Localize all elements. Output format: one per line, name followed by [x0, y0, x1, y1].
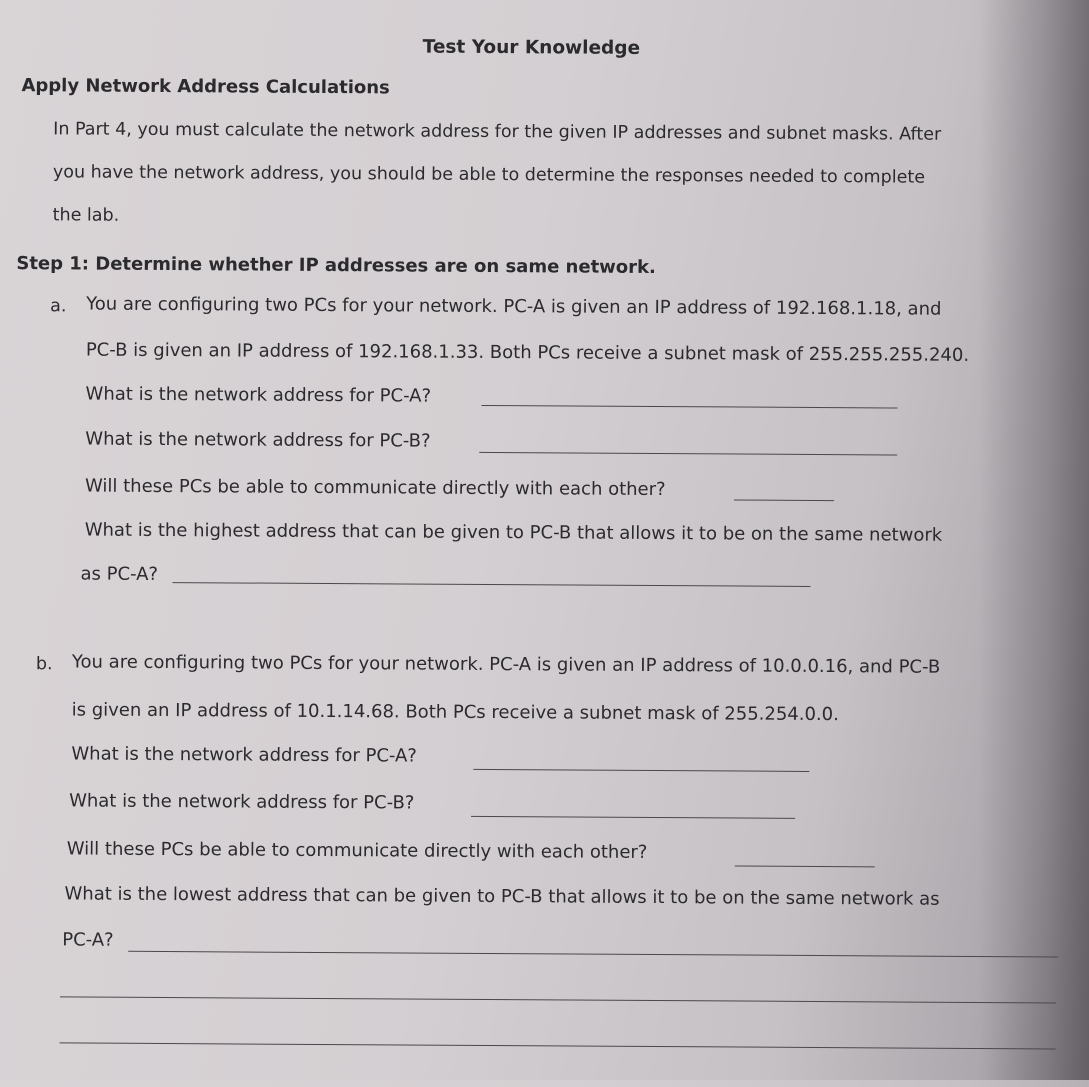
part-a-line-2: PC-B is given an IP address of 192.168.1.33. Both PCs receive a subnet mask of 255.255.255.240.	[85, 339, 970, 366]
part-b-question-4-line-2: PC-A?	[62, 929, 114, 951]
part-a-question-4-line-1: What is the highest address that can be given to PC-B that allows it to be on the same network	[84, 519, 943, 546]
part-b-answer-1-line[interactable]	[473, 769, 809, 772]
extra-answer-line-2[interactable]	[60, 1042, 1056, 1049]
part-b-marker: b.	[35, 654, 53, 675]
section-heading: Apply Network Address Calculations	[21, 75, 390, 99]
part-b-line-2: is given an IP address of 10.1.14.68. Both PCs receive a subnet mask of 255.254.0.0.	[71, 699, 839, 726]
part-b-question-1: What is the network address for PC-A?	[71, 743, 417, 767]
part-a-line-1: You are configuring two PCs for your network. PC-A is given an IP address of 192.168.1.18, and	[86, 293, 942, 320]
part-b-answer-3-line[interactable]	[735, 866, 875, 868]
part-b-answer-4-line[interactable]	[128, 951, 1058, 958]
intro-line-1: In Part 4, you must calculate the network address for the given IP addresses and subnet masks. After	[53, 119, 942, 145]
part-a-question-4-line-2: as PC-A?	[80, 563, 159, 585]
intro-line-2: you have the network address, you should be able to determine the responses needed to complete	[52, 162, 926, 188]
part-a-answer-2-line[interactable]	[479, 452, 897, 456]
part-a-question-1: What is the network address for PC-A?	[85, 383, 432, 407]
part-a-question-3: Will these PCs be able to communicate directly with each other?	[84, 475, 666, 501]
part-b-line-1: You are configuring two PCs for your network. PC-A is given an IP address of 10.0.0.16, and PC-B	[71, 651, 941, 678]
part-a-answer-3-line[interactable]	[734, 499, 834, 501]
part-b-question-2: What is the network address for PC-B?	[69, 790, 415, 814]
part-b-answer-2-line[interactable]	[471, 816, 795, 819]
page-title: Test Your Knowledge	[422, 36, 641, 59]
part-a-answer-4-line[interactable]	[172, 582, 810, 587]
step1-heading: Step 1: Determine whether IP addresses are on same network.	[16, 253, 656, 279]
intro-line-3: the lab.	[52, 205, 120, 226]
part-b-question-3: Will these PCs be able to communicate directly with each other?	[66, 838, 648, 863]
extra-answer-line-1[interactable]	[60, 996, 1056, 1003]
part-b-question-4-line-1: What is the lowest address that can be given to PC-B that allows it to be on the same network as	[64, 883, 940, 910]
part-a-answer-1-line[interactable]	[482, 405, 898, 409]
part-a-marker: a.	[50, 296, 67, 317]
part-a-question-2: What is the network address for PC-B?	[85, 428, 431, 452]
